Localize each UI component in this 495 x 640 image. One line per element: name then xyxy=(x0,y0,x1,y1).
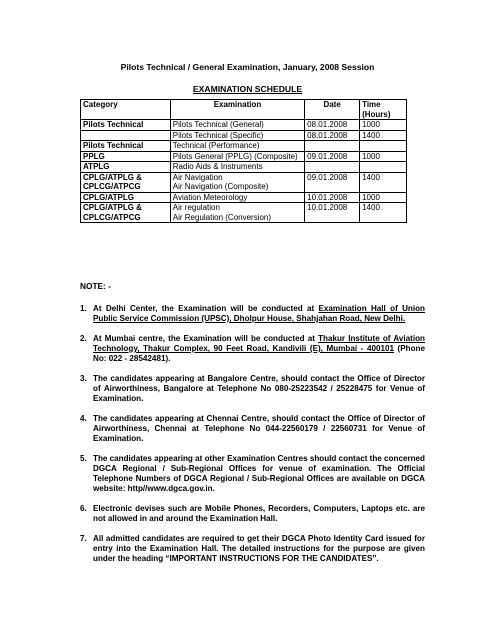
note-text: The candidates appearing at other Examination Centres should contact the concerned DGCA Regional / Sub-Regional Offices for venue of examination. The Official Telephone Numbers of DGCA Regional / Sub-Regional Offices are available on DGCA website: http//www.dgca.gov.in. xyxy=(93,454,425,493)
table-row xyxy=(81,120,407,131)
note-number: 1. xyxy=(80,304,87,313)
category-cell: Pilots Technical xyxy=(81,141,171,152)
category-cell: Pilots Technical xyxy=(81,120,171,131)
examination-line: Air Navigation (Composite) xyxy=(172,182,269,191)
note-number: 5. xyxy=(80,454,87,463)
examination-line: Air Regulation (Conversion) xyxy=(172,212,272,222)
time-cell xyxy=(360,141,407,152)
date-cell xyxy=(305,141,360,152)
note-text: At Mumbai centre, the Examination will be conducted at xyxy=(93,334,319,343)
date-cell: 08.01.2008 xyxy=(305,130,360,141)
examination-cell xyxy=(170,203,304,223)
note-heading: NOTE: - xyxy=(80,281,111,291)
date-cell: 10.01.2008 xyxy=(305,192,360,203)
examination-cell: Aviation Meteorology xyxy=(170,192,304,203)
date-cell xyxy=(305,162,360,173)
time-cell: 1000 xyxy=(360,120,407,131)
examination-cell: Pilots Technical (Specific) xyxy=(170,130,304,141)
examination-line: Air regulation xyxy=(172,203,220,212)
table-row xyxy=(81,192,407,203)
date-cell: 09.01.2008 xyxy=(305,172,360,192)
note-text: Electronic devises such are Mobile Phones, Recorders, Computers, Laptops etc. are not allowed in and around the Examination Hall. xyxy=(93,504,425,523)
category-cell: PPLG xyxy=(81,151,171,162)
exam-schedule-table xyxy=(80,99,407,223)
time-cell: 1400 xyxy=(360,172,407,192)
examination-cell: Pilots General (PPLG) (Composite) xyxy=(170,151,304,162)
note-number: 2. xyxy=(80,334,87,343)
note-item xyxy=(80,414,425,444)
note-number: 6. xyxy=(80,504,87,513)
category-cell: CPLG/ATPLG & CPLCG/ATPCG xyxy=(81,203,171,223)
date-cell: 08.01.2008 xyxy=(305,120,360,131)
note-text-tail: (Phone No: 022 - 28542481). xyxy=(93,344,425,363)
time-cell xyxy=(360,162,407,173)
note-text: The candidates appearing at Bangalore Centre, should contact the Office of Director of Airworthiness, Bangalore at Telephone No 080-25223542 / 25228475 for Venue of Examination. xyxy=(93,374,425,403)
note-item xyxy=(80,454,425,494)
schedule-heading: EXAMINATION SCHEDULE xyxy=(192,84,303,94)
examination-cell: Technical (Performance) xyxy=(170,141,304,152)
time-cell: 1000 xyxy=(360,151,407,162)
header-examination: Examination xyxy=(170,100,304,120)
table-row xyxy=(81,141,407,152)
date-cell: 09.01.2008 xyxy=(305,151,360,162)
venue-address: Examination Hall of Union Public Service Commission (UPSC), Dholpur House, Shahjahan Road, New Delhi. xyxy=(93,304,426,323)
note-text: The candidates appearing at Chennai Centre, should contact the Office of Director of Airworthiness, Chennai at Telephone No 044-22560179 / 22560731 for Venue of Examination. xyxy=(93,414,425,443)
header-category: Category xyxy=(81,100,171,120)
date-cell: 10.01.2008 xyxy=(305,203,360,223)
note-item xyxy=(80,534,425,564)
category-cell: ATPLG xyxy=(81,162,171,173)
note-item xyxy=(80,374,425,404)
examination-line: Air Navigation xyxy=(172,172,223,182)
header-date: Date xyxy=(305,100,360,120)
table-row xyxy=(81,151,407,162)
table-row xyxy=(81,172,407,192)
time-cell: 1400 xyxy=(360,203,407,223)
table-header-row xyxy=(81,100,407,120)
examination-cell: Radio Aids & Instruments xyxy=(170,162,304,173)
category-cell: CPLG/ATPLG & CPLCG/ATPCG xyxy=(81,172,171,192)
note-number: 7. xyxy=(80,534,87,543)
header-time: Time (Hours) xyxy=(360,100,407,120)
table-row xyxy=(81,162,407,173)
examination-cell xyxy=(170,172,304,192)
table-row xyxy=(81,130,407,141)
notes-list xyxy=(80,304,425,574)
note-text: All admitted candidates are required to get their DGCA Photo Identity Card issued for entry into the Examination Hall. The detailed instructions for the purpose are given under the heading “IMPORTANT INSTRUCTIONS FOR THE CANDIDATES”. xyxy=(93,534,425,563)
category-cell xyxy=(81,130,171,141)
table-row xyxy=(81,203,407,223)
note-number: 3. xyxy=(80,374,87,383)
note-text: At Delhi Center, the Examination will be conducted at xyxy=(93,304,319,313)
note-item xyxy=(80,504,425,524)
note-number: 4. xyxy=(80,414,87,423)
note-item xyxy=(80,334,425,364)
time-cell: 1400 xyxy=(360,130,407,141)
time-cell: 1000 xyxy=(360,192,407,203)
note-item xyxy=(80,304,425,324)
category-cell: CPLG/ATPLG xyxy=(81,192,171,203)
venue-address: Thakur Institute of Aviation Technology, Thakur Complex, 90 Feet Road, Kandivili (E), Mumbai - 400101 xyxy=(93,334,425,353)
examination-cell: Pilots Technical (General) xyxy=(170,120,304,131)
document-title: Pilots Technical / General Examination, January, 2008 Session xyxy=(120,62,375,72)
